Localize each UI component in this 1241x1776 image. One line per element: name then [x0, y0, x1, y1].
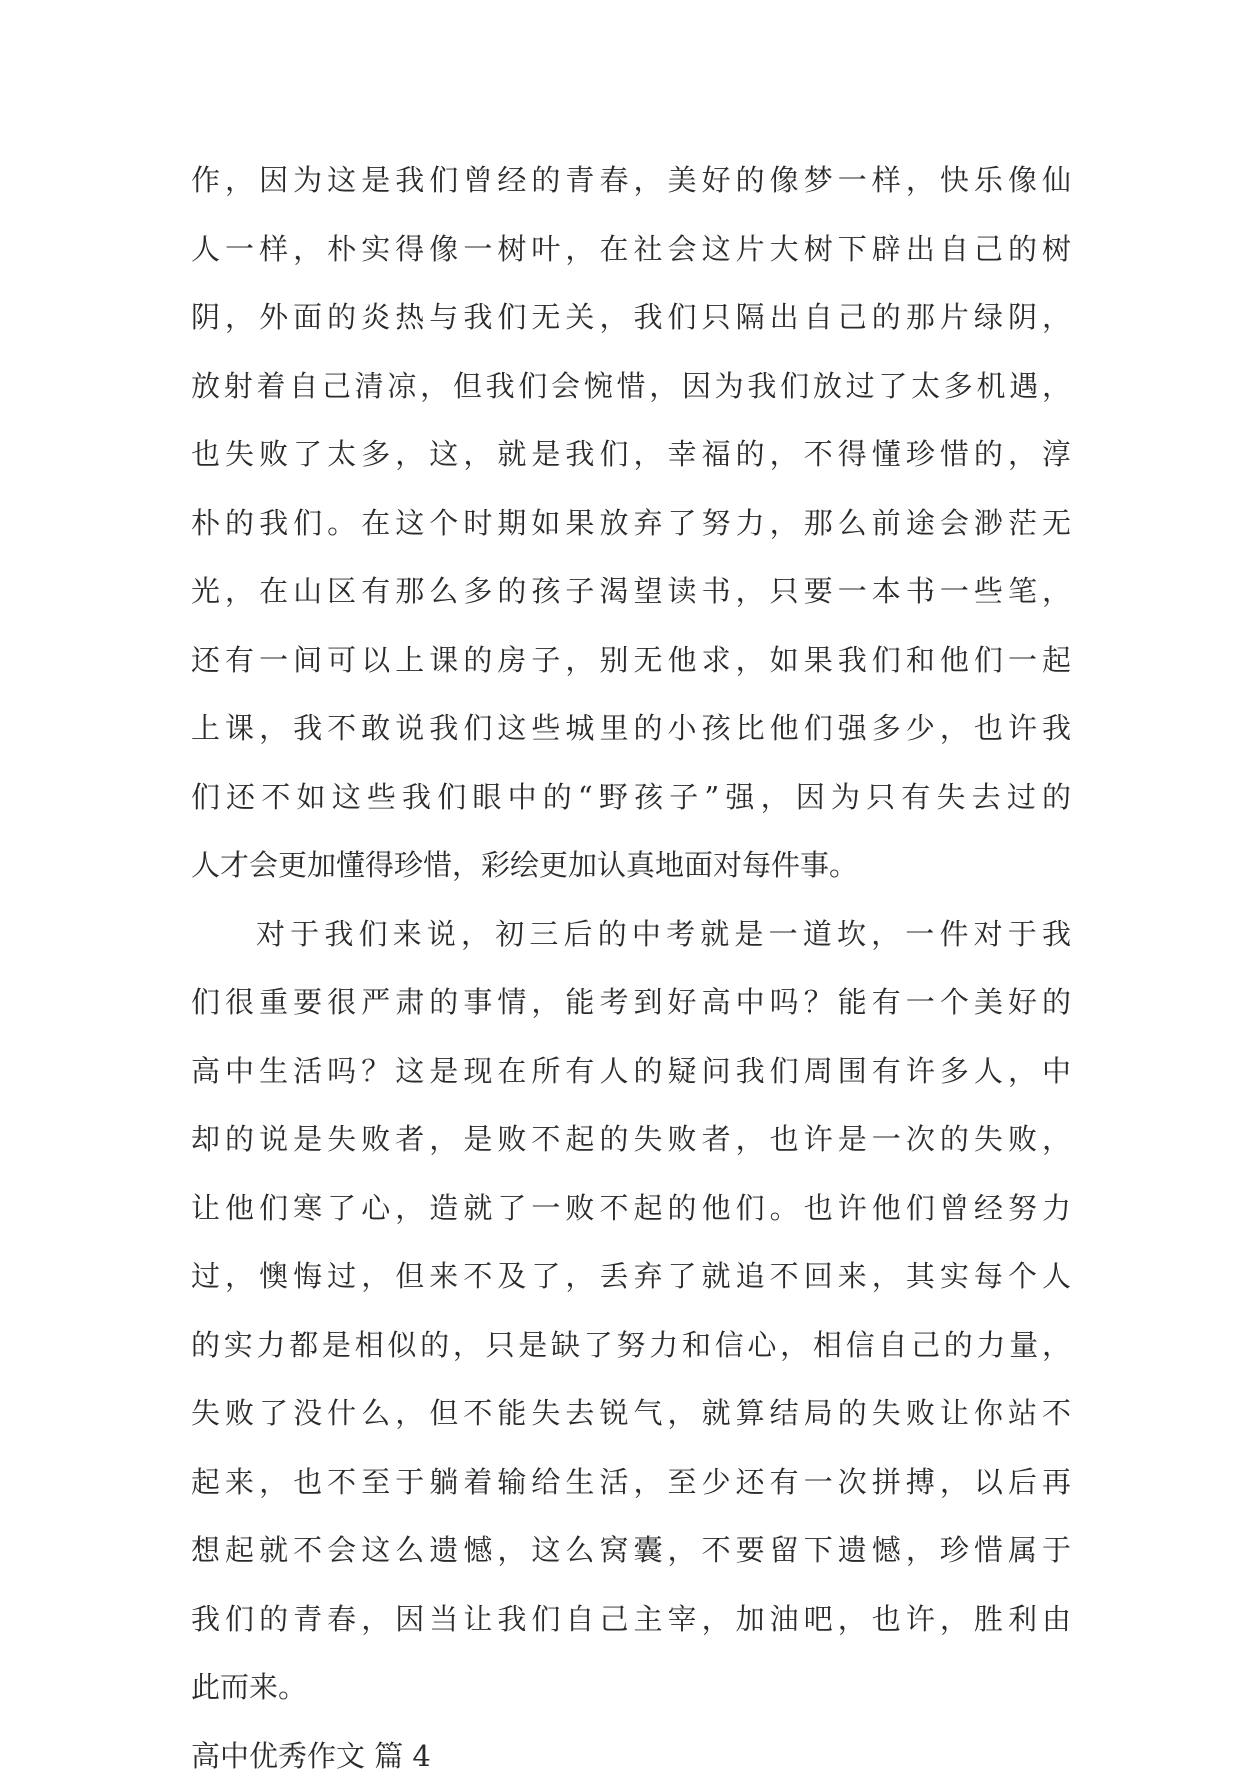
- text-line: 上课，我不敢说我们这些城里的小孩比他们强多少，也许我: [191, 711, 1071, 745]
- text-line: 作，因为这是我们曾经的青春，美好的像梦一样，快乐像仙: [191, 163, 1071, 197]
- text-line: 想起就不会这么遗憾，这么窝囊，不要留下遗憾，珍惜属于: [191, 1533, 1071, 1567]
- text-line: 们还不如这些我们眼中的“野孩子”强，因为只有失去过的: [191, 779, 1071, 814]
- text-line: 失败了没什么，但不能失去锐气，就算结局的失败让你站不: [191, 1396, 1071, 1430]
- text-line: 却的说是失败者，是败不起的失败者，也许是一次的失败，: [191, 1122, 1071, 1156]
- text-line: 高中生活吗？这是现在所有人的疑问我们周围有许多人，中: [191, 1053, 1071, 1088]
- text-line: 我们的青春，因当让我们自己主宰，加油吧，也许，胜利由: [191, 1601, 1071, 1636]
- text-line: 人一样，朴实得像一树叶，在社会这片大树下辟出自己的树: [191, 231, 1071, 266]
- text-line: 对于我们来说，初三后的中考就是一道坎，一件对于我: [256, 916, 1071, 951]
- text-line: 起来，也不至于躺着输给生活，至少还有一次拼搏，以后再: [191, 1464, 1071, 1499]
- section-heading: 高中优秀作文 篇 4: [191, 1738, 431, 1773]
- text-line: 们很重要很严肃的事情，能考到好高中吗？能有一个美好的: [191, 985, 1071, 1019]
- text-line: 的实力都是相似的，只是缺了努力和信心，相信自己的力量，: [191, 1327, 1071, 1362]
- text-line: 还有一间可以上课的房子，别无他求，如果我们和他们一起: [191, 642, 1071, 677]
- text-line: 阴，外面的炎热与我们无关，我们只隔出自己的那片绿阴，: [191, 300, 1071, 334]
- text-line: 让他们寒了心，造就了一败不起的他们。也许他们曾经努力: [191, 1190, 1071, 1225]
- text-line: 朴的我们。在这个时期如果放弃了努力，那么前途会渺茫无: [191, 505, 1071, 540]
- text-line: 此而来。: [191, 1670, 308, 1704]
- text-line: 人才会更加懂得珍惜，彩绘更加认真地面对每件事。: [191, 848, 859, 882]
- text-line: 放射着自己清凉，但我们会惋惜，因为我们放过了太多机遇，: [191, 368, 1071, 403]
- text-line: 也失败了太多，这，就是我们，幸福的，不得懂珍惜的，淳: [191, 437, 1071, 471]
- text-line: 过，懊悔过，但来不及了，丢弃了就追不回来，其实每个人: [191, 1259, 1071, 1293]
- text-line: 光，在山区有那么多的孩子渴望读书，只要一本书一些笔，: [191, 574, 1071, 608]
